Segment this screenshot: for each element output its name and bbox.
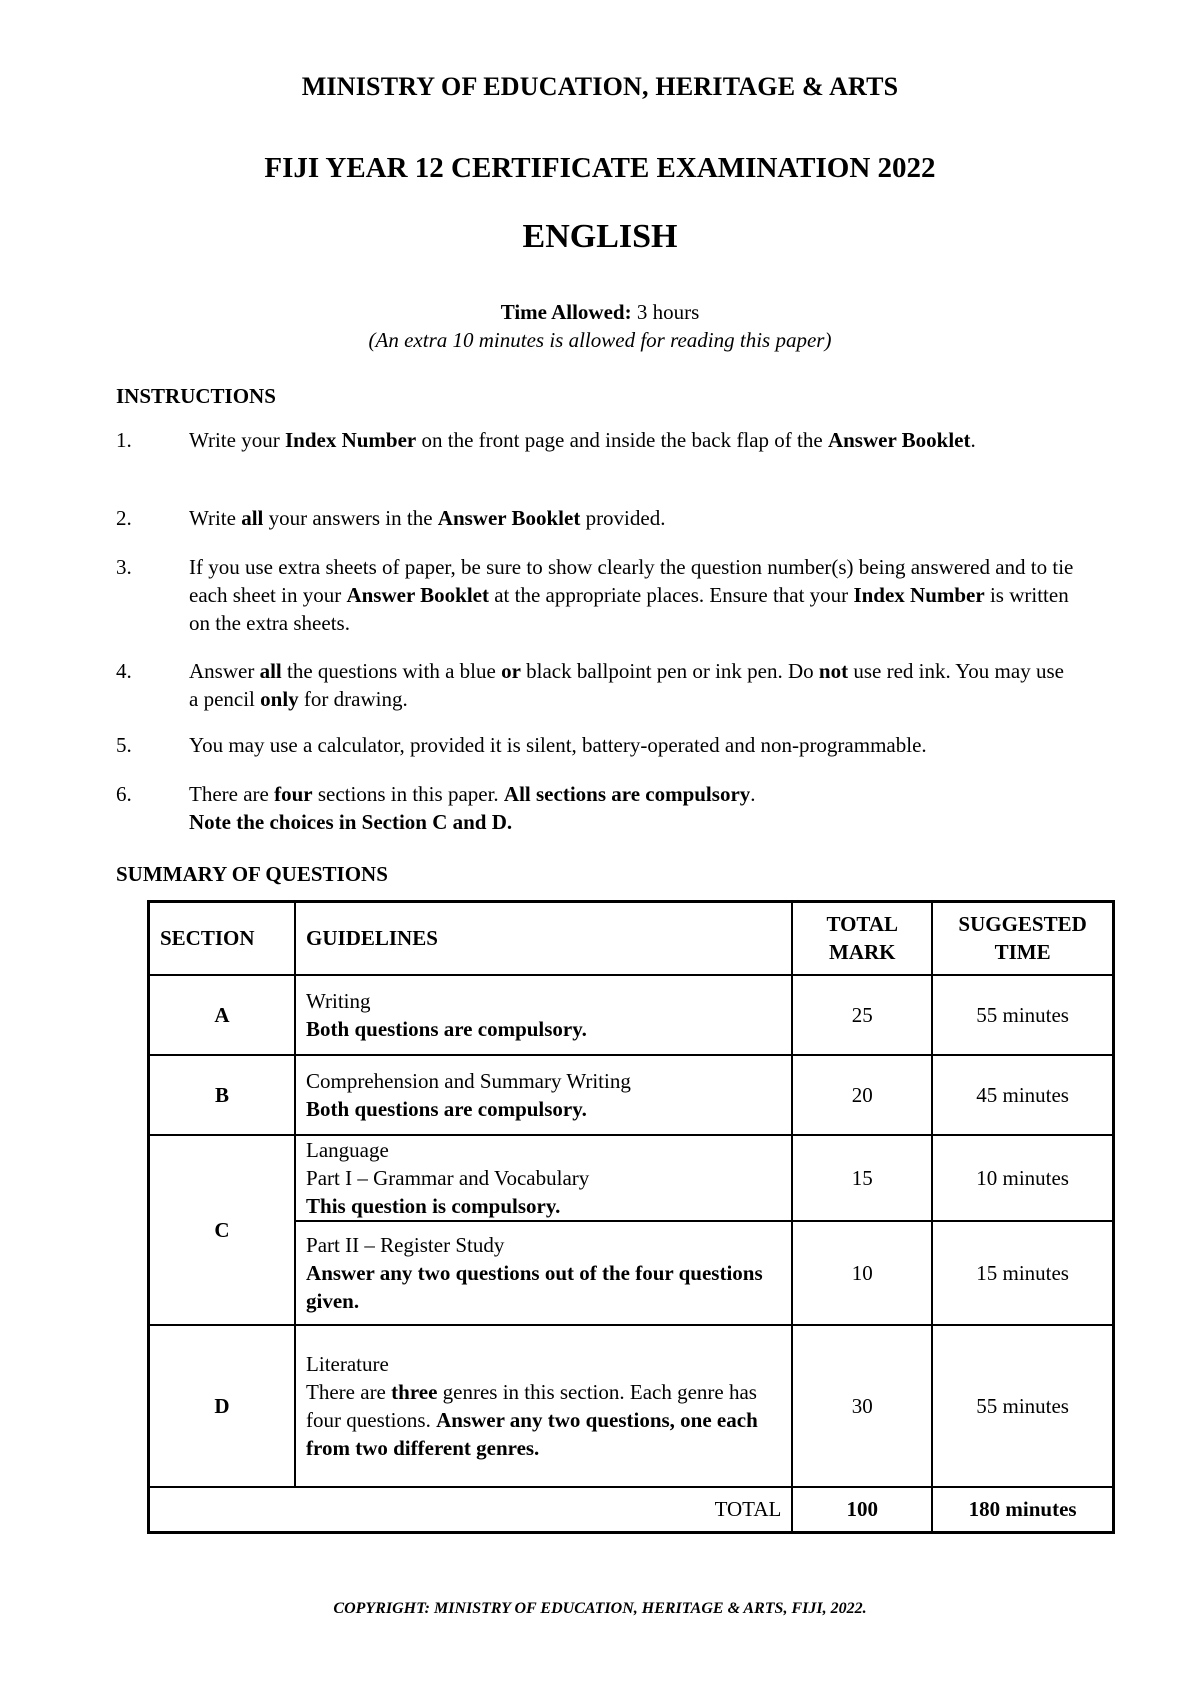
- bold-run: only: [260, 687, 299, 711]
- text-run: is written on the extra sheets.: [189, 583, 1069, 635]
- row-section: B: [149, 1055, 296, 1135]
- extra-time-note: (An extra 10 minutes is allowed for reading this paper): [368, 328, 832, 352]
- col-suggested-time-line1: SUGGESTED: [958, 912, 1087, 937]
- row-mark: 10: [792, 1221, 932, 1325]
- text-run: your answers in the: [263, 506, 438, 530]
- text-run: .: [970, 428, 976, 452]
- table-header-row: [149, 902, 1114, 975]
- total-mark: 100: [792, 1487, 932, 1533]
- text-run: Write: [189, 506, 242, 530]
- subject-title: ENGLISH: [522, 218, 678, 255]
- guideline-line: Writing: [306, 988, 371, 1013]
- table-row-section-d: [149, 1325, 1114, 1487]
- col-guidelines: GUIDELINES: [295, 902, 792, 975]
- text-run: .: [750, 782, 756, 806]
- row-time: 55 minutes: [932, 1325, 1113, 1487]
- time-allowed-label: Time Allowed:: [500, 300, 632, 324]
- bold-run: all: [259, 659, 282, 683]
- text-run: on the front page and inside the back flap of the: [416, 428, 828, 452]
- bold-run: Index Number: [284, 428, 417, 452]
- instruction-number: 4.: [116, 659, 132, 683]
- text-run: genres in this section. Each genre has four questions.: [306, 1379, 757, 1432]
- row-mark: 15: [792, 1135, 932, 1221]
- row-section: C: [149, 1135, 296, 1325]
- text-run: There are: [189, 782, 275, 806]
- instruction-text: [189, 553, 1074, 637]
- bold-run: Answer Booklet: [437, 506, 581, 530]
- text-run: at the appropriate places. Ensure that your: [488, 583, 854, 607]
- row-mark: 20: [792, 1055, 932, 1135]
- row-mark: 30: [792, 1325, 932, 1487]
- text-run: Answer: [189, 659, 260, 683]
- row-guidelines: [295, 1325, 792, 1487]
- table-total-row: [149, 1487, 1114, 1533]
- guideline-bold-line: This question is compulsory.: [306, 1193, 561, 1218]
- row-time: 45 minutes: [932, 1055, 1113, 1135]
- text-run: There are: [306, 1379, 392, 1404]
- bold-run: Index Number: [853, 583, 985, 607]
- row-mark: 25: [792, 975, 932, 1055]
- row-section: A: [149, 975, 296, 1055]
- text-run: black ballpoint pen or ink pen. Do: [520, 659, 819, 683]
- instruction-text: [189, 780, 1074, 836]
- instruction-text: [189, 504, 1074, 532]
- row-time: 10 minutes: [932, 1135, 1113, 1221]
- text-run: sections in this paper.: [312, 782, 504, 806]
- row-section: D: [149, 1325, 296, 1487]
- instruction-text: [189, 657, 1074, 713]
- text-run: the questions with a blue: [281, 659, 502, 683]
- instruction-number: 3.: [116, 555, 132, 579]
- guideline-line: Part II – Register Study: [306, 1232, 505, 1257]
- instructions-heading: INSTRUCTIONS: [116, 384, 276, 408]
- instruction-number: 6.: [116, 782, 132, 806]
- bold-run: all: [241, 506, 264, 530]
- guideline-bold-line: Both questions are compulsory.: [306, 1096, 587, 1121]
- row-guidelines: [295, 1221, 792, 1325]
- instruction-number: 2.: [116, 506, 132, 530]
- guideline-line: Language: [306, 1137, 389, 1162]
- bold-run: All sections are compulsory: [503, 782, 751, 806]
- guideline-line: Comprehension and Summary Writing: [306, 1068, 631, 1093]
- guideline-bold-line: Answer any two questions out of the four questions given.: [306, 1260, 763, 1313]
- table-row-section-b: [149, 1055, 1114, 1135]
- time-allowed-value: 3 hours: [631, 300, 700, 324]
- instruction-text: [189, 426, 1074, 454]
- total-time: 180 minutes: [932, 1487, 1113, 1533]
- row-guidelines: [295, 1055, 792, 1135]
- col-suggested-time: [932, 902, 1113, 975]
- bold-run: or: [501, 659, 521, 683]
- guideline-line: Part I – Grammar and Vocabulary: [306, 1165, 590, 1190]
- instruction-text: You may use a calculator, provided it is silent, battery-operated and non-programmable.: [189, 733, 927, 757]
- total-label: TOTAL: [149, 1487, 793, 1533]
- copyright-footer: COPYRIGHT: MINISTRY OF EDUCATION, HERITAGE & ARTS, FIJI, 2022.: [333, 1600, 867, 1617]
- col-section: SECTION: [149, 902, 296, 975]
- exam-title: FIJI YEAR 12 CERTIFICATE EXAMINATION 2022: [264, 152, 936, 184]
- summary-table: [147, 900, 1115, 1534]
- text-run: Write your: [189, 428, 285, 452]
- guideline-line: Literature: [306, 1351, 389, 1376]
- col-total-mark-line2: MARK: [829, 940, 896, 965]
- table-row-section-c-part1: [149, 1135, 1114, 1221]
- bold-run: four: [274, 782, 313, 806]
- bold-run: not: [818, 659, 849, 683]
- instruction-number: 5.: [116, 733, 132, 757]
- bold-run: Answer Booklet: [346, 583, 489, 607]
- instruction-number: 1.: [116, 428, 132, 452]
- time-allowed: [0, 300, 1200, 325]
- text-run: use red ink. You may use a pencil: [189, 659, 1064, 711]
- row-guidelines: [295, 975, 792, 1055]
- bold-run: three: [391, 1379, 438, 1404]
- bold-run: Note the choices in Section C and D.: [189, 810, 513, 834]
- guideline-bold-line: Both questions are compulsory.: [306, 1016, 587, 1041]
- row-guidelines: [295, 1135, 792, 1221]
- text-run: for drawing.: [298, 687, 408, 711]
- bold-run: Answer Booklet: [827, 428, 971, 452]
- ministry-title: MINISTRY OF EDUCATION, HERITAGE & ARTS: [301, 72, 899, 101]
- col-total-mark: [792, 902, 932, 975]
- table-row-section-a: [149, 975, 1114, 1055]
- text-run: If you use extra sheets of paper, be sure to show clearly the question number(s) being answered and to tie each sheet in your: [189, 555, 1074, 607]
- col-total-mark-line1: TOTAL: [826, 912, 899, 937]
- col-suggested-time-line2: TIME: [994, 940, 1051, 965]
- text-run: provided.: [580, 506, 666, 530]
- summary-heading: SUMMARY OF QUESTIONS: [116, 862, 388, 886]
- row-time: 55 minutes: [932, 975, 1113, 1055]
- bold-run: Answer any two questions, one each from two different genres.: [306, 1407, 758, 1460]
- row-time: 15 minutes: [932, 1221, 1113, 1325]
